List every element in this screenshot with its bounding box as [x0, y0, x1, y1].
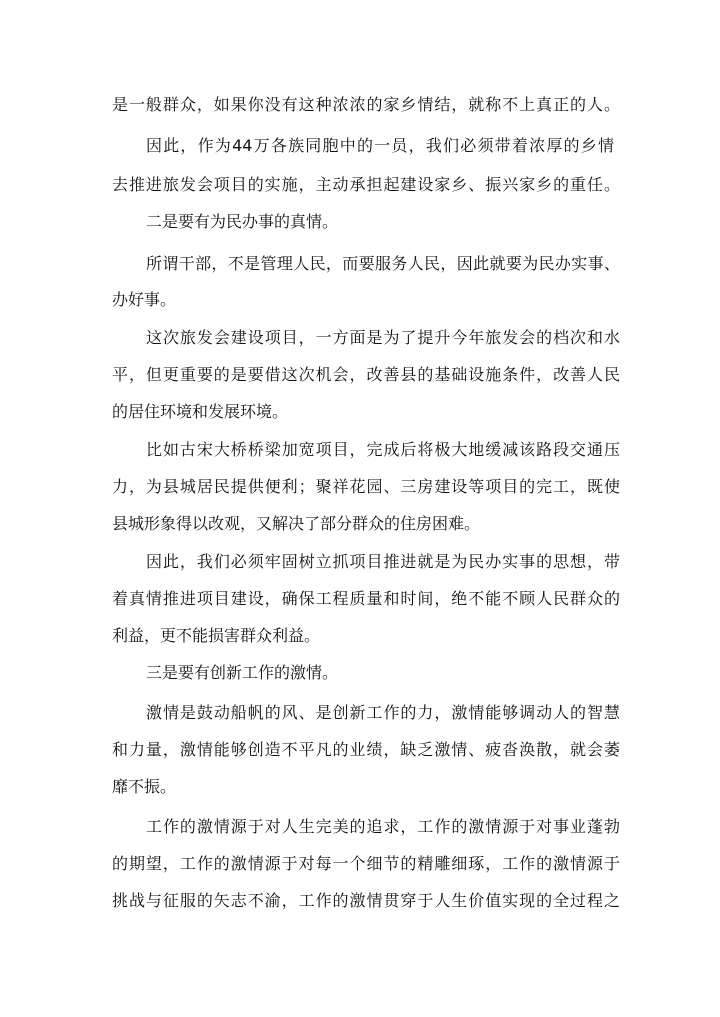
- text-line: 着真情推进项目建设，确保工程质量和时间，绝不能不顾人民群众的: [112, 589, 620, 608]
- text-line: 比如古宋大桥桥梁加宽项目，完成后将极大地缓减该路段交通压: [146, 440, 620, 459]
- text-line: 和力量，激情能够创造不平凡的业绩，缺乏激情、疲沓涣散，就会萎: [112, 740, 620, 759]
- text-line: 二是要有为民办事的真情。: [146, 212, 339, 231]
- text-line: 因此，作为44万各族同胞中的一员，我们必须带着浓厚的乡情: [146, 136, 614, 155]
- text-line: 三是要有创新工作的激情。: [146, 663, 339, 682]
- text-line: 靡不振。: [112, 777, 177, 796]
- text-line: 是一般群众，如果你没有这种浓浓的家乡情结，就称不上真正的人。: [112, 95, 620, 114]
- text-line: 办好事。: [112, 290, 177, 309]
- text-line: 的居住环境和发展环境。: [112, 402, 289, 421]
- text-line: 的期望，工作的激情源于对每一个细节的精雕细琢，工作的激情源于: [112, 854, 620, 873]
- text-line: 县城形象得以改观，又解决了部分群众的住房困难。: [112, 514, 481, 533]
- text-line: 平，但更重要的是要借这次机会，改善县的基础设施条件，改善人民: [112, 365, 620, 384]
- text-line: 力，为县城居民提供便利；聚祥花园、三房建设等项目的完工，既使: [112, 477, 620, 496]
- text-line: 这次旅发会建设项目，一方面是为了提升今年旅发会的档次和水: [146, 328, 620, 347]
- text-line: 激情是鼓动船帆的风、是创新工作的力，激情能够调动人的智慧: [146, 703, 620, 722]
- text-line: 挑战与征服的矢志不渝，工作的激情贯穿于人生价值实现的全过程之: [112, 891, 620, 910]
- text-line: 利益，更不能损害群众利益。: [112, 626, 321, 645]
- text-line: 因此，我们必须牢固树立抓项目推进就是为民办实事的思想，带: [146, 552, 620, 571]
- text-line: 所谓干部，不是管理人民，而要服务人民，因此就要为民办实事、: [146, 254, 620, 273]
- text-line: 去推进旅发会项目的实施，主动承担起建设家乡、振兴家乡的重任。: [112, 175, 620, 194]
- text-line: 工作的激情源于对人生完美的追求，工作的激情源于对事业蓬勃: [146, 817, 620, 836]
